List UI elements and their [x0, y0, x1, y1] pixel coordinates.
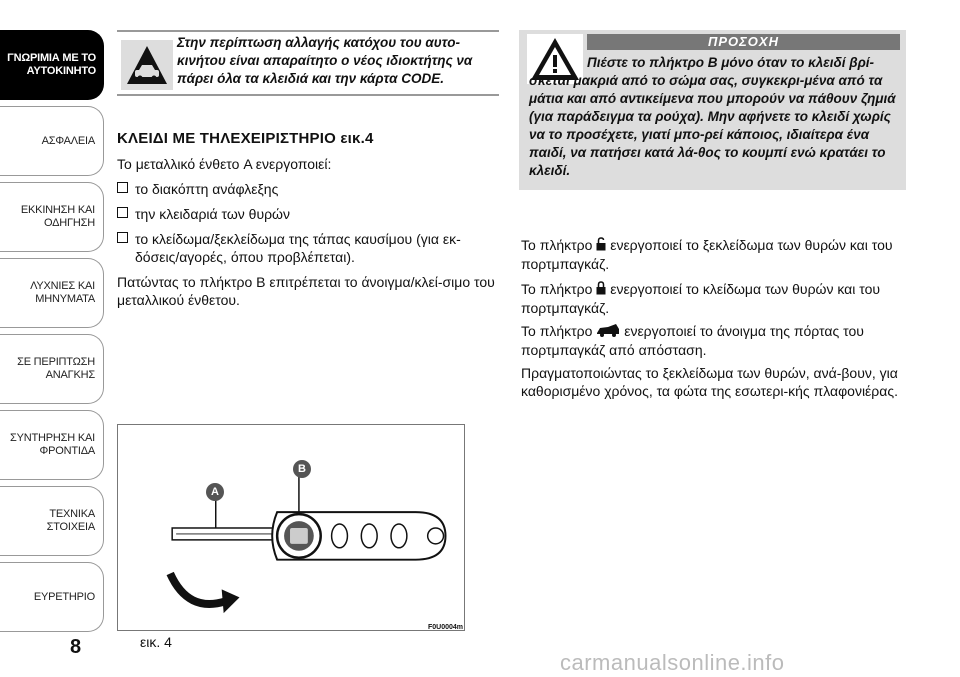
figure-code: F0U0004m [428, 624, 464, 631]
ownership-note-text: Στην περίπτωση αλλαγής κατόχου του αυτο-κινήτου είναι απαραίτητο ο νέος ιδιοκτήτης να πάρει όλα τα κλειδιά και την κάρτα CODE. [177, 35, 473, 86]
tab-label: ΛΥΧΝΙΕΣ ΚΑΙ ΜΗΝΥΜΑΤΑ [30, 280, 95, 305]
tab-label: ΕΚΚΙΝΗΣΗ ΚΑΙ ΟΔΗΓΗΣΗ [20, 204, 95, 229]
list-item: το κλείδωμα/ξεκλείδωμα της τάπας καυσίμου (για εκ-δόσεις/αγορές, όπου προβλέπεται). [117, 230, 497, 266]
tab-safety[interactable] [0, 106, 104, 176]
intro-paragraph: Το μεταλλικό ένθετο A ενεργοποιεί: [117, 156, 332, 172]
ownership-note [117, 30, 499, 96]
callout-b: B [293, 460, 311, 478]
warning-box [519, 30, 906, 190]
tab-getting-to-know[interactable] [0, 30, 104, 100]
lock-icon [596, 281, 606, 299]
tab-emergency[interactable] [0, 334, 104, 404]
paragraph-trunk: Το πλήκτρο ενεργοποιεί το άνοιγμα της πόρτας του πορτμπαγκάζ από απόσταση. [521, 323, 864, 359]
paragraph-lock: Το πλήκτρο ενεργοποιεί το κλείδωμα των θυρών και του πορτμπαγκάζ. [521, 281, 881, 317]
checkbox-bullet-icon [117, 232, 128, 243]
tab-label: ΣΥΝΤΗΡΗΣΗ ΚΑΙ ΦΡΟΝΤΙΔΑ [10, 432, 95, 457]
unlock-icon [596, 237, 606, 255]
car-hazard-icon [121, 40, 173, 90]
tab-label: ΕΥΡΕΤΗΡΙΟ [33, 590, 95, 603]
tab-starting-driving[interactable] [0, 182, 104, 252]
section-heading: ΚΛΕΙΔΙ ΜΕ ΤΗΛΕΧΕΙΡΙΣΤΗΡΙΟ εικ.4 [117, 130, 374, 147]
tab-label: ΣΕ ΠΕΡΙΠΤΩΣΗ ΑΝΑΓΚΗΣ [17, 356, 95, 381]
checkbox-bullet-icon [117, 182, 128, 193]
tab-label: ΑΣΦΑΛΕΙΑ [41, 134, 95, 147]
tab-label: ΓΝΩΡΙΜΙΑ ΜΕ ΤΟ ΑΥΤΟΚΙΝΗΤΟ [7, 52, 96, 77]
key-figure [117, 424, 465, 631]
list-item: το διακόπτη ανάφλεξης [117, 180, 497, 198]
tab-warning-lights[interactable] [0, 258, 104, 328]
tab-label: ΤΕΧΝΙΚΑ ΣΤΟΙΧΕΙΑ [46, 508, 95, 533]
warning-title: ΠΡΟΣΟΧΗ [587, 34, 900, 50]
paragraph-unlock: Το πλήκτρο ενεργοποιεί το ξεκλείδωμα των θυρών και του πορτμπαγκάζ. [521, 237, 893, 273]
figure-caption: εικ. 4 [140, 634, 172, 650]
trunk-open-icon [596, 323, 620, 341]
list-item: την κλειδαριά των θυρών [117, 205, 497, 223]
watermark: carmanualsonline.info [560, 650, 785, 675]
checkbox-bullet-icon [117, 207, 128, 218]
callout-a: A [206, 483, 224, 501]
tab-index[interactable] [0, 562, 104, 632]
tab-technical-data[interactable] [0, 486, 104, 556]
outro-paragraph: Πατώντας το πλήκτρο B επιτρέπεται το άνοιγμα/κλεί-σιμο του μεταλλικού ένθετου. [117, 274, 495, 308]
page-number: 8 [70, 636, 82, 658]
paragraph-lights: Πραγματοποιώντας το ξεκλείδωμα των θυρών, ανά-βουν, για καθορισμένο χρόνος, τα φώτα της εσωτερι-κής πλαφονιέρας. [521, 365, 898, 399]
warning-text: Πιέστε το πλήκτρο B μόνο όταν το κλειδί βρί-σκεται μακριά από το σώμα σας, συγκεκρι-μένα από τα μάτια και από αντικείμενα που μπορούν να πάθουν ζημιά (για παράδειγμα τα ρούχα). Μην αφήνετε το κλειδί χωρίς να το προσέχετε, γιατί μπο-ρεί κάποιος, ιδιαίτερα ένα παιδί, να πατήσει κατά λά-θος το κουμπί ενώ κρατάει το κλειδί. [529, 55, 896, 178]
tab-maintenance[interactable] [0, 410, 104, 480]
